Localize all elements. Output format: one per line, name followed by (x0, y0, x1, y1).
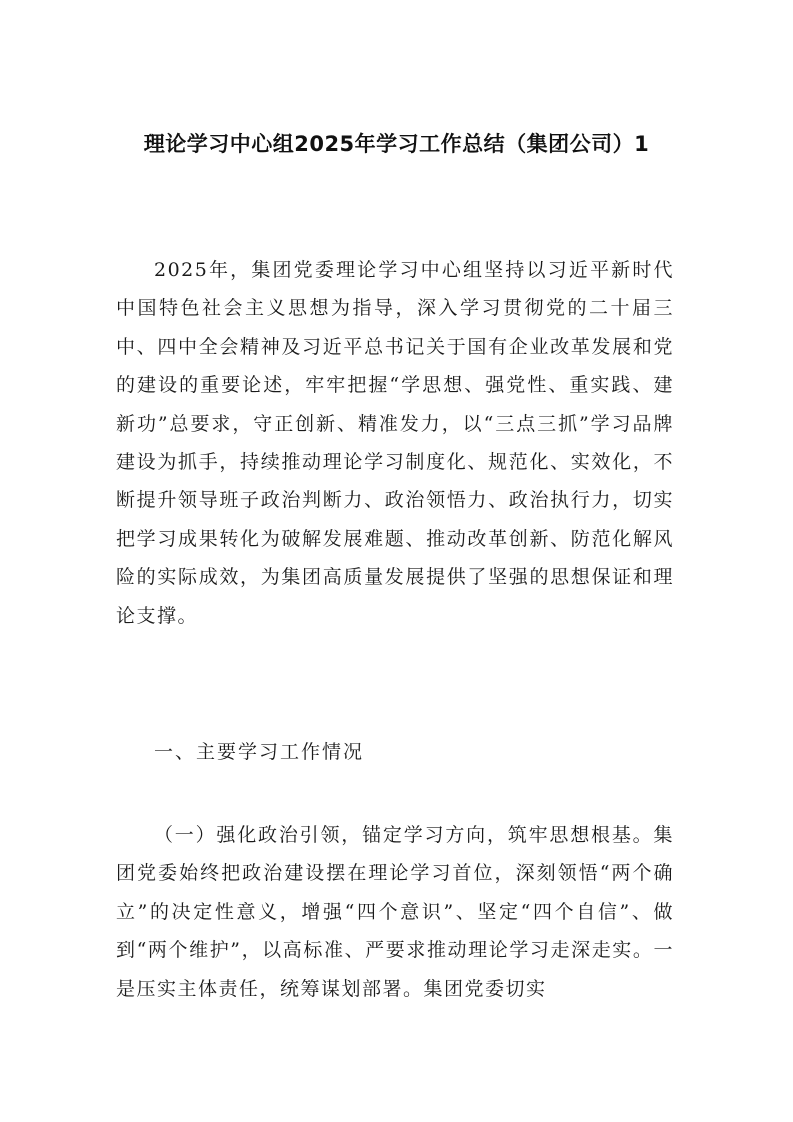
intro-paragraph: 2025年，集团党委理论学习中心组坚持以习近平新时代中国特色社会主义思想为指导，深入学习贯彻党的二十届三中、四中全会精神及习近平总书记关于国有企业改革发展和党的建设的重要论述，牢牢把握“学思想、强党性、重实践、建新功”总要求，守正创新、精准发力，以“三点三抓”学习品牌建设为抓手，持续推动理论学习制度化、规范化、实效化，不断提升领导班子政治判断力、政治领悟力、政治执行力，切实把学习成果转化为破解发展难题、推动改革创新、防范化解风险的实际成效，为集团高质量发展提供了坚强的思想保证和理论支撑。 (116, 259, 674, 627)
document-title: 理论学习中心组2025年学习工作总结（集团公司）1 (143, 132, 650, 156)
section-heading: 一、主要学习工作情况 (154, 741, 365, 763)
subsection-paragraph: （一）强化政治引领，锚定学习方向，筑牢思想根基。集团党委始终把政治建设摆在理论学习首位，深刻领悟“两个确立”的决定性意义，增强“四个意识”、坚定“四个自信”、做到“两个维护”，以高标准、严要求推动理论学习走深走实。一是压实主体责任，统筹谋划部署。集团党委切实 (116, 824, 674, 1000)
